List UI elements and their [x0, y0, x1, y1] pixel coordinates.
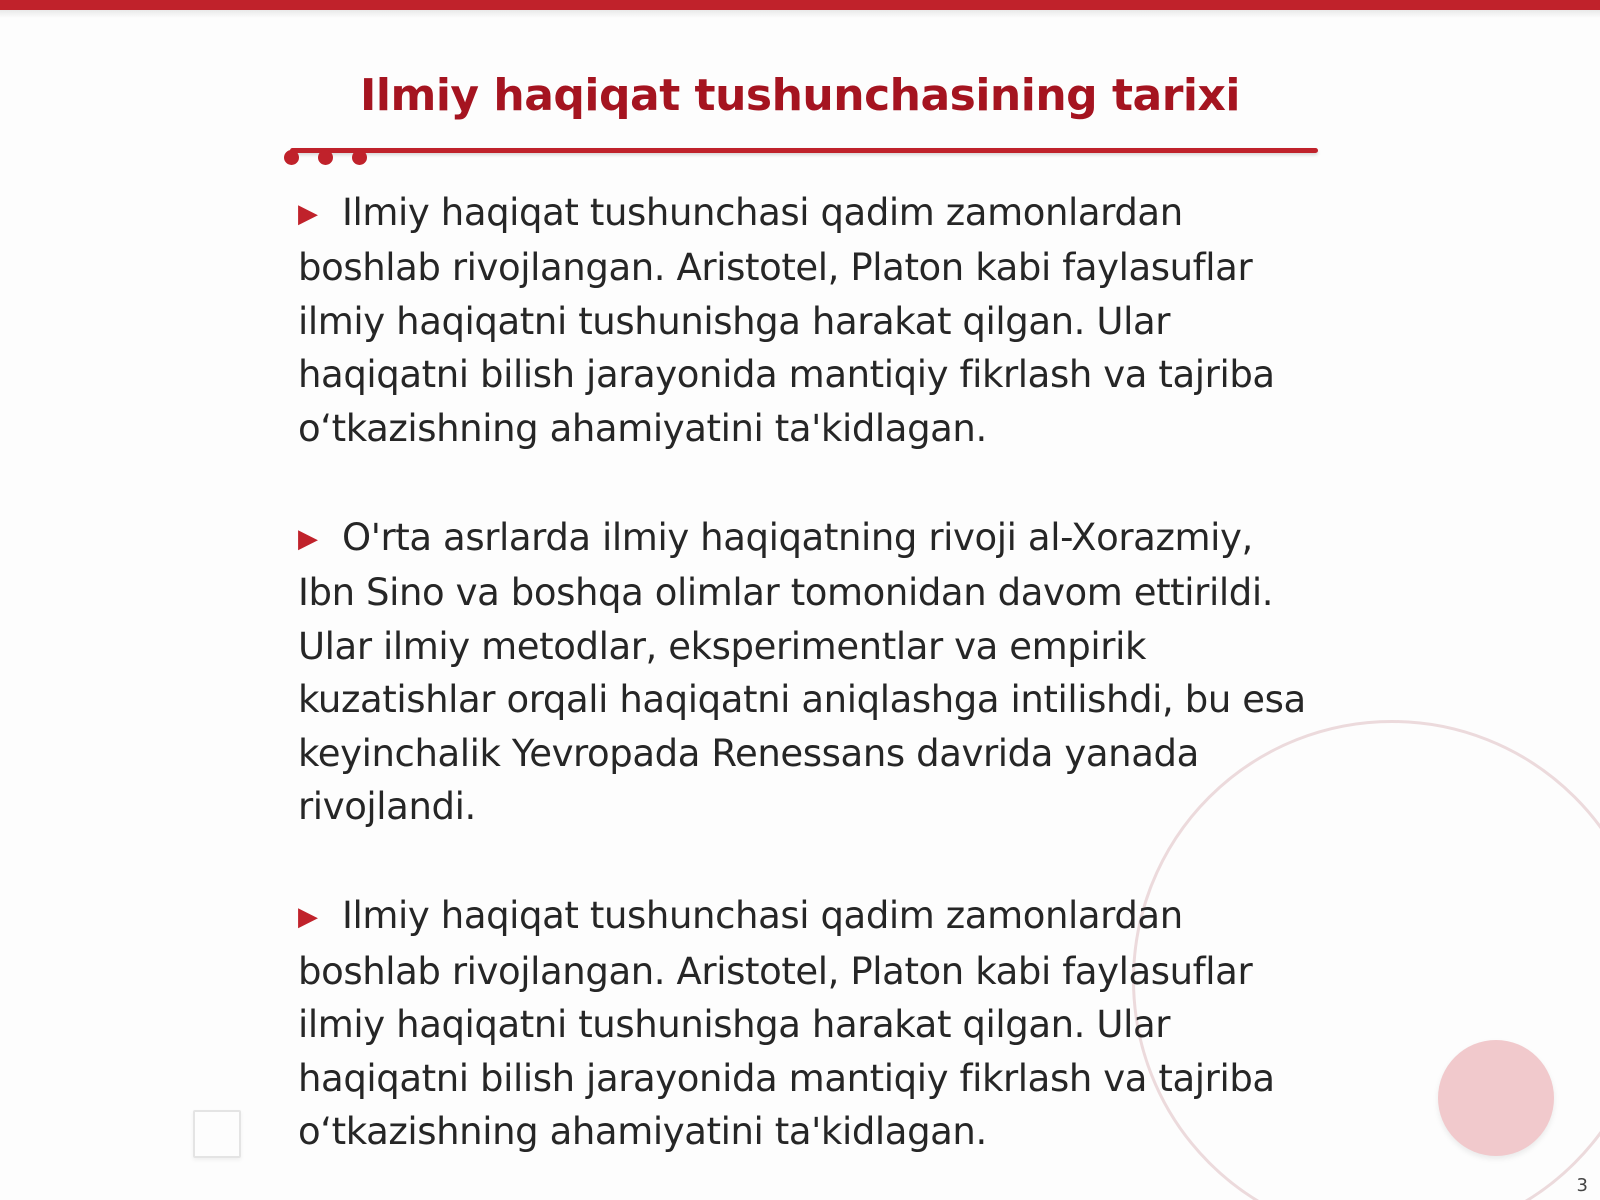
bullet-item	[298, 889, 1308, 1158]
title-dots-decoration	[284, 150, 374, 168]
bullet-item	[298, 186, 1308, 455]
bullet-arrow-icon: ▶	[298, 199, 318, 229]
decor-dot	[318, 150, 333, 165]
top-bar-shadow	[0, 10, 1600, 18]
decor-dot	[284, 150, 299, 165]
decor-square	[193, 1110, 241, 1158]
bullet-list	[298, 186, 1308, 1159]
bullet-item	[298, 511, 1308, 833]
top-accent-bar	[0, 0, 1600, 10]
bullet-text: Ilmiy haqiqat tushunchasi qadim zamonlardan boshlab rivojlangan. Aristotel, Platon kabi faylasuflar ilmiy haqiqatni tushunishga harakat qilgan. Ular haqiqatni bilish jarayonida mantiqiy fikrlash va tajriba o‘tkazishning ahamiyatini ta'kidlagan.	[298, 191, 1275, 450]
bullet-text: Ilmiy haqiqat tushunchasi qadim zamonlardan boshlab rivojlangan. Aristotel, Platon kabi faylasuflar ilmiy haqiqatni tushunishga harakat qilgan. Ular haqiqatni bilish jarayonida mantiqiy fikrlash va tajriba o‘tkazishning ahamiyatini ta'kidlagan.	[298, 894, 1275, 1154]
bullet-arrow-icon: ▶	[298, 902, 318, 933]
bullet-text: O'rta asrlarda ilmiy haqiqatning rivoji al-Xorazmiy, Ibn Sino va boshqa olimlar tomonidan davom ettirildi. Ular ilmiy metodlar, eksperimentlar va empirik kuzatishlar orqali haqiqatni aniqlashga intilishdi, bu esa keyinchalik Yevropada Renessans davrida yanada rivojlandi.	[298, 516, 1306, 829]
bullet-arrow-icon: ▶	[298, 524, 318, 555]
title-underline	[290, 148, 1318, 153]
decor-circle-pink	[1438, 1040, 1554, 1156]
page-number: 3	[1576, 1175, 1588, 1196]
decor-dot	[352, 150, 367, 165]
slide-title: Ilmiy haqiqat tushunchasining tarixi	[360, 70, 1240, 121]
